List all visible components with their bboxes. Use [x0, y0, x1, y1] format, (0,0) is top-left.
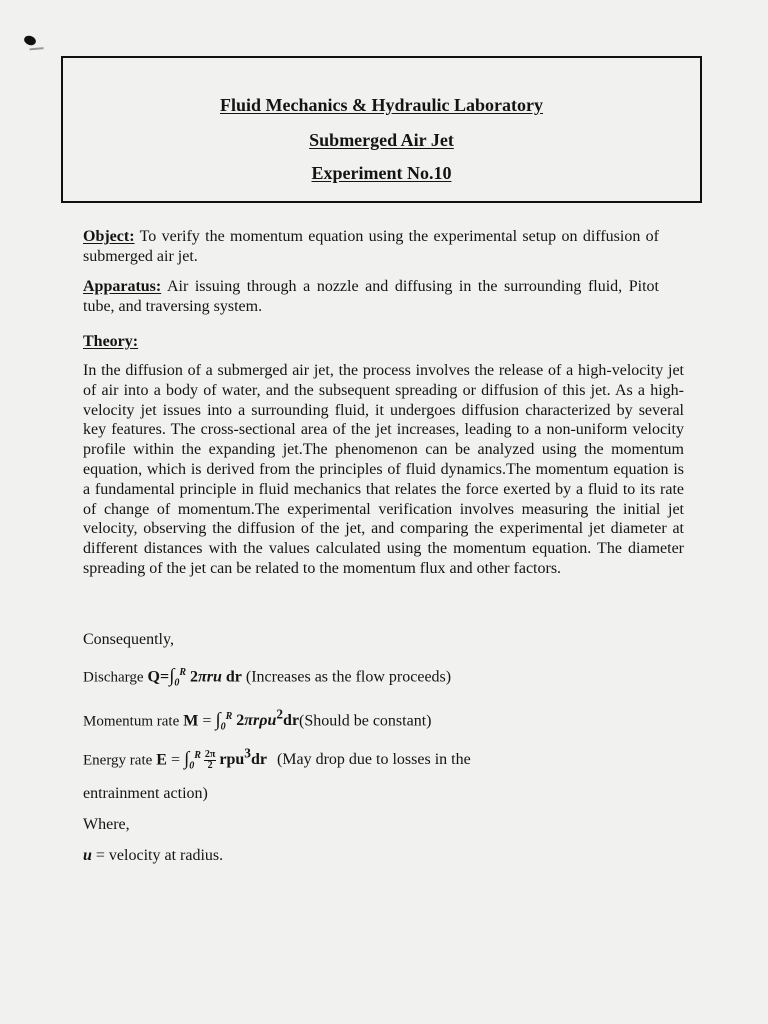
lower-limit: 0	[189, 760, 195, 772]
momentum-label: Momentum rate	[83, 713, 180, 730]
discharge-integrand	[190, 668, 242, 685]
momentum-note: (Should be constant)	[299, 712, 432, 730]
discharge-note: (Increases as the flow proceeds)	[245, 668, 452, 686]
apparatus-section	[83, 277, 659, 317]
ink-mark	[23, 34, 37, 47]
lower-limit: 0	[220, 721, 226, 733]
equals-sign: =	[170, 751, 180, 769]
upper-limit: R	[179, 667, 186, 678]
object-label: Object:	[83, 228, 135, 245]
lab-name: Fluid Mechanics & Hydraulic Laboratory	[220, 95, 543, 115]
apparatus-label: Apparatus:	[83, 278, 162, 295]
differential: dr	[283, 712, 300, 730]
fraction-numerator: 2π	[204, 749, 216, 761]
integral-sign: ∫	[183, 748, 190, 770]
where-definition	[83, 846, 223, 866]
experiment-number: Experiment No.10	[311, 163, 452, 183]
energy-symbol: E	[156, 751, 167, 769]
theory-heading	[83, 332, 138, 352]
differential: dr	[250, 751, 267, 769]
experiment-title: Submerged Air Jet	[309, 130, 454, 150]
energy-note: (May drop due to losses in the	[276, 751, 471, 769]
object-section	[83, 227, 659, 267]
momentum-symbol: M	[183, 712, 199, 730]
where-label: Where,	[83, 816, 130, 833]
energy-note-continued: entrainment action)	[83, 785, 208, 802]
integral-sign: ∫	[169, 665, 175, 687]
where-variable: u	[83, 847, 92, 864]
discharge-label: Discharge	[83, 669, 144, 686]
equals-sign: =	[202, 712, 212, 730]
integral-sign: ∫	[215, 709, 221, 731]
momentum-equation	[83, 705, 431, 738]
energy-label: Energy rate	[83, 752, 153, 769]
integrand-coef: 2	[236, 712, 245, 730]
energy-integrand	[219, 746, 267, 769]
where-definition-text: = velocity at radius.	[95, 847, 224, 864]
theory-body: In the diffusion of a submerged air jet, the process involves the release of a high-velocity jet of air into a body of water, and the subsequent spreading or diffusion of this jet. As a high-velocity jet issues into a surrounding fluid, it undergoes diffusion characterized by several key features. The cross-sectional area of the jet increases, leading to a non-uniform velocity profile within the expanding jet.The phenomenon can be analyzed using the momentum equation, which is derived from the principles of fluid dynamics.The momentum equation is a fundamental principle in fluid mechanics that relates the force exerted by a fluid to its rate of change of momentum.The experimental verification involves measuring the initial jet velocity, observing the diffusion of the jet, and comparing the experimental jet diameter at different distances with the values calculated using the momentum equation. The diameter spreading of the jet can be related to the momentum flux and other factors.	[83, 362, 684, 577]
object-text: To verify the momentum equation using the experimental setup on diffusion of submerged air jet.	[83, 228, 660, 265]
energy-fraction	[204, 750, 216, 771]
discharge-symbol: Q=	[147, 668, 170, 686]
integrand-coef: 2	[190, 668, 198, 686]
momentum-integrand	[236, 707, 300, 730]
integrand-vars: πrρu	[244, 712, 277, 730]
lower-limit: 0	[174, 677, 180, 689]
fraction-denominator: 2	[207, 760, 213, 772]
consequently-text: Consequently,	[83, 631, 174, 648]
title-box	[61, 56, 702, 203]
upper-limit: R	[194, 750, 201, 761]
power: 3	[244, 746, 251, 761]
energy-equation	[83, 744, 471, 777]
integrand-vars: rpu	[219, 751, 245, 769]
theory-heading-text: Theory:	[83, 333, 139, 350]
discharge-equation	[83, 663, 451, 694]
power: 2	[276, 707, 284, 722]
apparatus-text: Air issuing through a nozzle and diffusing in the surrounding fluid, Pitot tube, and traversing system.	[83, 278, 659, 315]
upper-limit: R	[225, 711, 233, 722]
differential: dr	[225, 668, 242, 686]
integrand-vars: πru	[198, 668, 222, 686]
